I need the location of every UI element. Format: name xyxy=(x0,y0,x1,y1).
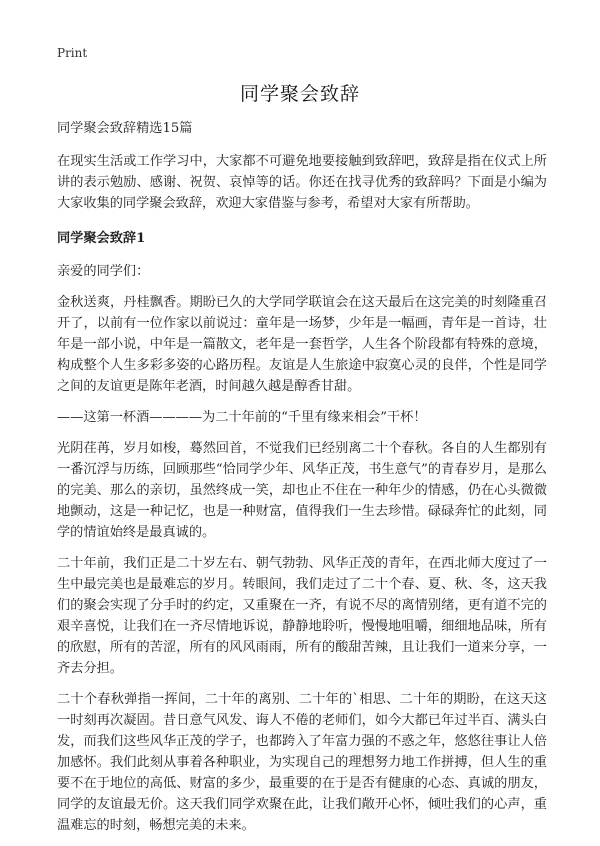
body-paragraph-2: 光阴荏苒，岁月如梭，蓦然回首，不觉我们已经别离二十个春秋。各自的人生都别有一番沉浮与历练，回顾那些“恰同学少年、风华正茂，书生意气”的青春岁月，是那么的完美、那么的亲切，虽然终成一笑，却也止不住在一种年少的情感，仍在心头微微地颤动，这是一种记忆，也是一种财富，值得我们一生去珍惜。碌碌奔忙的此刻，同学的情谊始终是最真诚的。 xyxy=(57,441,547,540)
body-paragraph-4: 二十个春秋弹指一挥间，二十年的离别、二十年的`相思、二十年的期盼，在这天这一时刻再次凝固。昔日意气风发、诲人不倦的老师们，如今大都已年过半百、满头白发，而我们这些风华正茂的学子，也都跨入了年富力强的不惑之年，悠悠往事让人倍加感怀。我们此刻从事着各种职业，为实现自己的理想努力地工作拼搏，但人生的重要不在于地位的高低、财富的多少，最重要的在于是否有健康的心态、真诚的朋友，同学的友谊最无价。这天我们同学欢聚在此，让我们敞开心怀，倾吐我们的心声，重温难忘的时刻，畅想完美的未来。 xyxy=(57,692,547,833)
body-paragraph-3: 二十年前，我们正是二十岁左右、朝气勃勃、风华正茂的青年，在西北师大度过了一生中最完美也是最难忘的岁月。转眼间，我们走过了二十个春、夏、秋、冬，这天我们的聚会实现了分手时的约定，又重聚在一齐，有说不尽的离情别绪，更有道不完的艰辛喜悦，让我们在一齐尽情地诉说，静静地聆听，慢慢地咀嚼，细细地品味，所有的欣慰，所有的苦涩，所有的风风雨雨，所有的酸甜苦辣，且让我们一道来分享，一齐去分担。 xyxy=(57,556,547,676)
toast-line: ——这第一杯酒————为二十年前的“千里有缘来相会”干杯！ xyxy=(57,410,427,425)
document-title: 同学聚会致辞 xyxy=(239,83,360,105)
salutation: 亲爱的同学们： xyxy=(57,264,150,279)
body-paragraph-1: 金秋送爽，丹桂飘香。期盼已久的大学同学联谊会在这天最后在这完美的时刻隆重召开了，以前有一位作家以前说过：童年是一场梦，少年是一幅画，青年是一首诗，壮年是一部小说，中年是一篇散文，老年是一套哲学，人生各个阶段都有特殊的意境，构成整个人生多彩多姿的心路历程。友谊是人生旅途中寂寞心灵的良伴，个性是同学之间的友谊更是陈年老酒，时间越久越是醇香甘甜。 xyxy=(57,295,547,394)
article-subtitle: 同学聚会致辞精选15篇 xyxy=(57,121,193,136)
intro-paragraph: 在现实生活或工作学习中，大家都不可避免地要接触到致辞吧，致辞是指在仪式上所讲的表示勉励、感谢、祝贺、哀悼等的话。你还在找寻优秀的致辞吗？下面是小编为大家收集的同学聚会致辞，欢迎大家借鉴与参考，希望对大家有所帮助。 xyxy=(57,154,547,211)
section-heading: 同学聚会致辞1 xyxy=(57,231,146,246)
print-label: Print xyxy=(57,46,88,60)
article-body xyxy=(57,118,547,846)
